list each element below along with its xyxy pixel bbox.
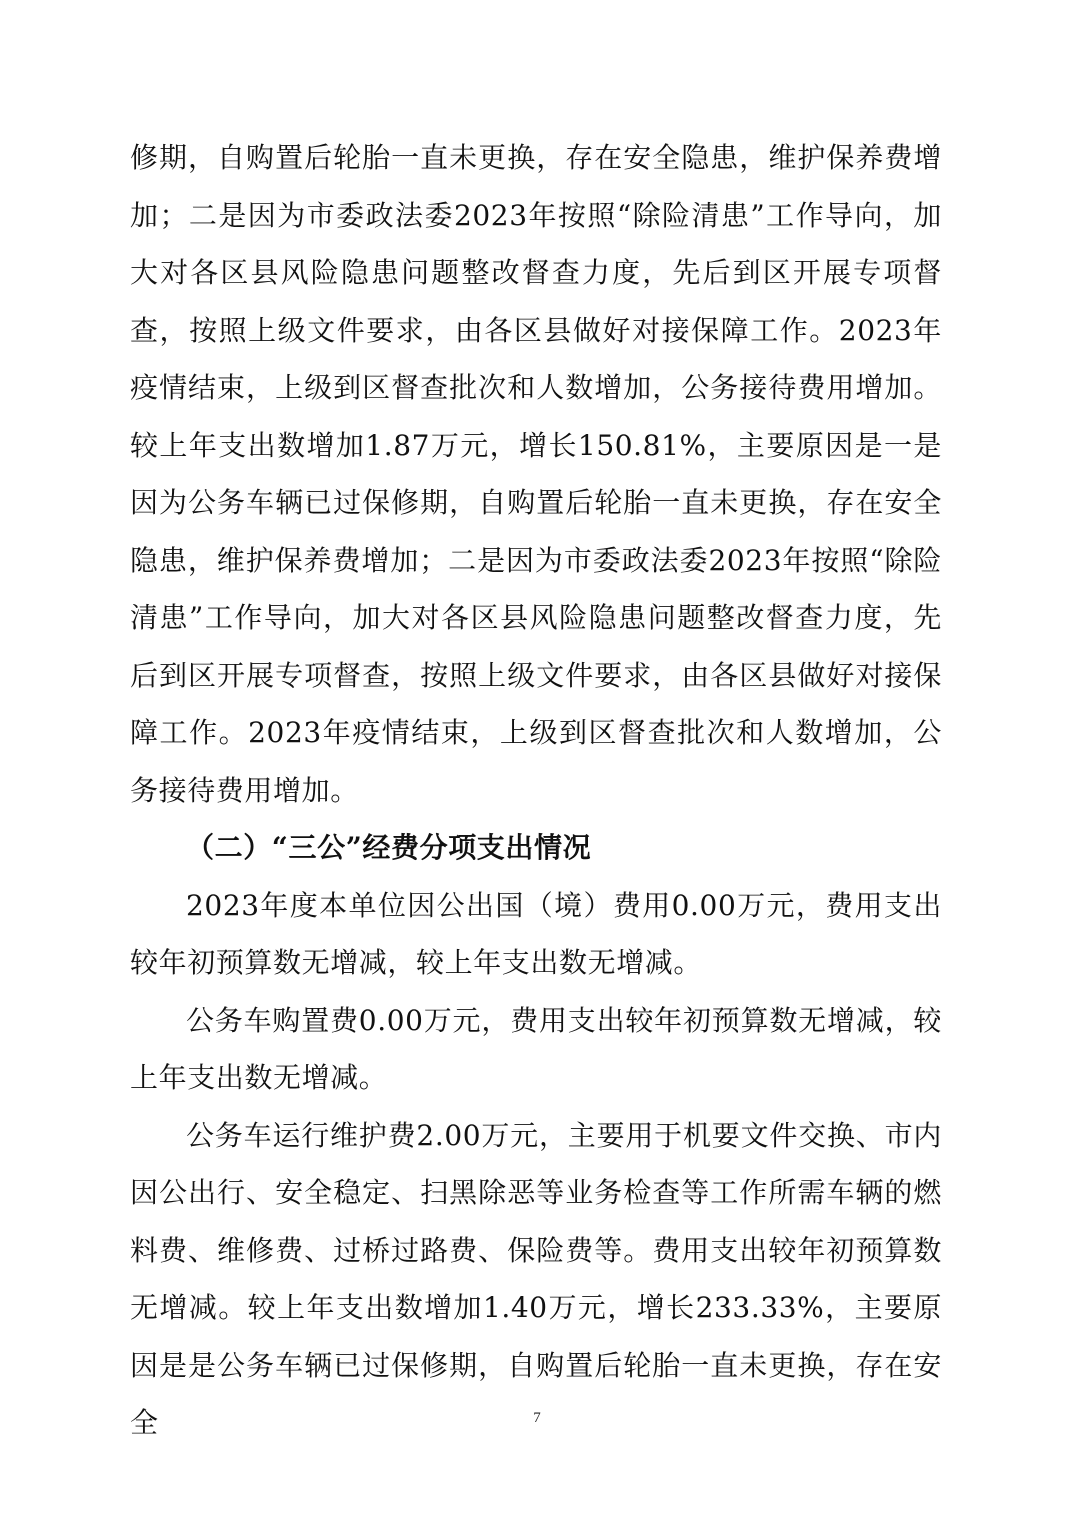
paragraph-overseas-travel: 2023年度本单位因公出国（境）费用0.00万元，费用支出较年初预算数无增减，较上年支出数无增减。 (130, 888, 942, 979)
page-number: 7 (533, 1410, 541, 1426)
section-heading: （二）“三公”经费分项支出情况 (186, 831, 592, 864)
paragraph-continuation: 修期，自购置后轮胎一直未更换，存在安全隐患，维护保养费增加；二是因为市委政法委2023年按照“除险清患”工作导向，加大对各区县风险隐患问题整改督查力度，先后到区开展专项督查，按照上级文件要求，由各区县做好对接保障工作。2023年疫情结束，上级到区督查批次和人数增加，公务接待费用增加。较上年支出数增加1.87万元，增长150.81%，主要原因是一是因为公务车辆已过保修期，自购置后轮胎一直未更换，存在安全隐患，维护保养费增加；二是因为市委政法委2023年按照“除险清患”工作导向，加大对各区县风险隐患问题整改督查力度，先后到区开展专项督查，按照上级文件要求，由各区县做好对接保障工作。2023年疫情结束，上级到区督查批次和人数增加，公务接待费用增加。 (130, 141, 942, 807)
page-body (130, 129, 942, 1452)
paragraph-vehicle-purchase: 公务车购置费0.00万元，费用支出较年初预算数无增减，较上年支出数无增减。 (130, 1003, 942, 1094)
paragraph-vehicle-maintenance: 公务车运行维护费2.00万元，主要用于机要文件交换、市内因公出行、安全稳定、扫黑除恶等业务检查等工作所需车辆的燃料费、维修费、过桥过路费、保险费等。费用支出较年初预算数无增减。较上年支出数增加1.40万元，增长233.33%，主要原因是是公务车辆已过保修期，自购置后轮胎一直未更换，存在安全 (130, 1118, 942, 1439)
